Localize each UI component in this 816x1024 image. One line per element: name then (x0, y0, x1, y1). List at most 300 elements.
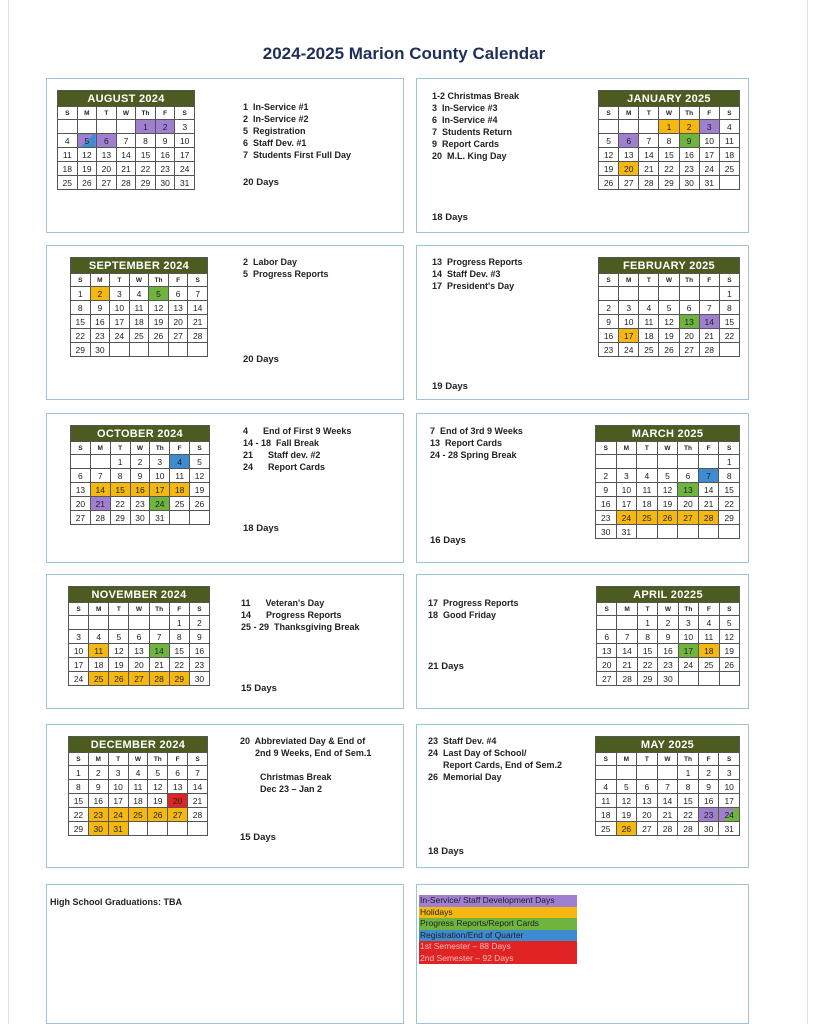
day-cell: 3 (619, 301, 639, 315)
day-cell: 7 (617, 630, 637, 644)
weekday-label: F (698, 753, 719, 766)
day-cell: 9 (679, 134, 699, 148)
weekday-label: T (639, 274, 659, 287)
day-cell: 28 (698, 511, 719, 525)
day-cell: 13 (129, 644, 149, 658)
weekday-label: M (90, 442, 110, 455)
day-cell: 28 (639, 176, 659, 190)
day-cell: 14 (90, 483, 110, 497)
day-cell (616, 766, 637, 780)
day-cell: 19 (149, 315, 169, 329)
month-header: MARCH 2025 (596, 426, 740, 442)
weekday-label: S (719, 603, 739, 616)
day-cell (58, 120, 78, 134)
day-cell: 19 (109, 658, 129, 672)
day-cell: 13 (168, 780, 188, 794)
day-cell: 27 (168, 329, 188, 343)
day-cell: 12 (599, 148, 619, 162)
weekday-label: S (69, 603, 89, 616)
calendar-october (70, 425, 210, 525)
day-cell (190, 511, 210, 525)
weekday-label: W (128, 753, 148, 766)
day-cell: 10 (150, 469, 170, 483)
day-cell: 3 (110, 287, 130, 301)
day-cell (148, 822, 168, 836)
day-cell: 6 (678, 469, 699, 483)
day-cell: 12 (190, 469, 210, 483)
day-cell (619, 120, 639, 134)
events-december: 20 Abbreviated Day & End of 2nd 9 Weeks, End of Sem.1 Christmas Break Dec 23 – Jan 2 (240, 736, 372, 794)
day-cell: 27 (679, 343, 699, 357)
day-cell: 24 (110, 329, 130, 343)
weekday-label: W (130, 442, 150, 455)
day-cell (699, 672, 719, 686)
day-cell: 12 (616, 794, 637, 808)
day-cell: 1 (71, 287, 91, 301)
day-cell: 14 (617, 644, 637, 658)
day-cell: 20 (97, 162, 117, 176)
month-header: DECEMBER 2024 (69, 737, 208, 753)
day-cell: 26 (149, 329, 169, 343)
day-cell: 29 (169, 672, 189, 686)
day-cell: 1 (719, 455, 740, 469)
weekday-label: S (190, 442, 210, 455)
day-cell: 10 (69, 644, 89, 658)
day-cell: 18 (637, 497, 658, 511)
day-cell (719, 525, 740, 539)
day-cell: 9 (130, 469, 150, 483)
day-cell (617, 616, 637, 630)
day-cell: 11 (89, 644, 109, 658)
day-cell: 11 (170, 469, 190, 483)
events-march: 7 End of 3rd 9 Weeks 13 Report Cards 24 - 28 Spring Break (430, 426, 523, 460)
day-cell: 9 (596, 483, 617, 497)
day-cell (149, 616, 169, 630)
events-may: 23 Staff Dev. #4 24 Last Day of School/ Report Cards, End of Sem.2 26 Memorial Day (428, 736, 563, 782)
weekday-label: M (89, 603, 109, 616)
day-cell: 19 (599, 162, 619, 176)
calendar-january (598, 90, 740, 190)
month-header: APRIL 20225 (597, 587, 740, 603)
day-cell: 28 (188, 329, 208, 343)
legend-item: Progress Reports/Report Cards (419, 918, 577, 930)
weekday-label: T (637, 442, 658, 455)
day-cell: 21 (149, 658, 169, 672)
day-cell: 5 (148, 766, 168, 780)
day-cell: 5 (616, 780, 637, 794)
legend-item: Holidays (419, 907, 577, 919)
day-cell: 21 (188, 315, 208, 329)
weekday-label: W (659, 274, 679, 287)
day-cell: 6 (71, 469, 91, 483)
calendar-february (598, 257, 740, 357)
events-november: 11 Veteran's Day 14 Progress Reports 25 - 29 Thanksgiving Break (241, 598, 360, 632)
day-cell: 25 (699, 658, 719, 672)
day-cell: 6 (129, 630, 149, 644)
day-cell: 18 (699, 644, 719, 658)
days-april: 21 Days (428, 661, 464, 672)
month-header: MAY 2025 (596, 737, 740, 753)
weekday-label: F (699, 274, 719, 287)
day-cell: 16 (658, 644, 678, 658)
day-cell: 21 (188, 794, 208, 808)
day-cell: 6 (168, 287, 188, 301)
day-cell (719, 343, 739, 357)
weekday-label: M (77, 107, 97, 120)
day-cell: 22 (71, 329, 91, 343)
day-cell: 28 (657, 822, 678, 836)
events-february: 13 Progress Reports 14 Staff Dev. #3 17 President's Day (432, 257, 523, 291)
days-december: 15 Days (240, 832, 276, 843)
day-cell: 12 (77, 148, 97, 162)
day-cell: 22 (136, 162, 156, 176)
weekday-label: W (129, 603, 149, 616)
weekday-label: W (657, 442, 678, 455)
day-cell: 24 (150, 497, 170, 511)
day-cell: 7 (90, 469, 110, 483)
day-cell: 14 (699, 315, 719, 329)
weekday-label: M (619, 274, 639, 287)
day-cell: 28 (188, 808, 208, 822)
day-cell: 24 (699, 162, 719, 176)
day-cell: 20 (168, 315, 188, 329)
weekday-label: T (108, 753, 128, 766)
day-cell (619, 287, 639, 301)
day-cell: 8 (71, 301, 91, 315)
month-header: FEBRUARY 2025 (599, 258, 740, 274)
day-cell: 26 (599, 176, 619, 190)
day-cell: 2 (599, 301, 619, 315)
day-cell (596, 766, 617, 780)
day-cell: 1 (719, 287, 739, 301)
day-cell: 24 (69, 672, 89, 686)
weekday-label: T (109, 603, 129, 616)
day-cell: 11 (699, 630, 719, 644)
day-cell (699, 287, 719, 301)
weekday-label: T (110, 442, 130, 455)
day-cell: 15 (659, 148, 679, 162)
weekday-label: S (188, 274, 208, 287)
day-cell: 28 (678, 822, 699, 836)
day-cell: 27 (597, 672, 617, 686)
day-cell: 9 (599, 315, 619, 329)
day-cell (719, 672, 739, 686)
day-cell: 27 (97, 176, 117, 190)
day-cell: 29 (659, 176, 679, 190)
day-cell: 14 (698, 483, 719, 497)
day-cell: 1 (637, 616, 657, 630)
day-cell: 26 (719, 658, 739, 672)
days-february: 19 Days (432, 381, 468, 392)
days-may: 18 Days (428, 846, 464, 857)
day-cell: 19 (77, 162, 97, 176)
day-cell: 22 (637, 658, 657, 672)
weekday-label: F (170, 442, 190, 455)
day-cell: 8 (169, 630, 189, 644)
day-cell (129, 343, 149, 357)
month-header: AUGUST 2024 (58, 91, 195, 107)
legend-item: In-Service/ Staff Development Days (419, 895, 577, 907)
day-cell: 20 (678, 497, 699, 511)
day-cell: 5 (109, 630, 129, 644)
day-cell (168, 343, 188, 357)
weekday-label: T (637, 603, 657, 616)
day-cell: 7 (149, 630, 169, 644)
day-cell: 10 (719, 780, 740, 794)
day-cell: 11 (719, 134, 739, 148)
day-cell (657, 766, 678, 780)
day-cell: 11 (637, 483, 658, 497)
day-cell (116, 120, 136, 134)
day-cell: 16 (88, 794, 108, 808)
day-cell: 20 (637, 808, 658, 822)
day-cell (90, 455, 110, 469)
day-cell: 1 (659, 120, 679, 134)
day-cell: 21 (657, 808, 678, 822)
day-cell: 27 (637, 822, 658, 836)
day-cell (170, 511, 190, 525)
day-cell: 3 (719, 766, 740, 780)
day-cell: 18 (639, 329, 659, 343)
weekday-label: M (616, 442, 637, 455)
day-cell: 6 (637, 780, 658, 794)
day-cell: 22 (678, 808, 699, 822)
day-cell: 9 (189, 630, 209, 644)
day-cell (97, 120, 117, 134)
day-cell: 29 (71, 343, 91, 357)
weekday-label: T (110, 274, 130, 287)
day-cell: 17 (110, 315, 130, 329)
weekday-label: S (58, 107, 78, 120)
day-cell (149, 343, 169, 357)
day-cell: 18 (719, 148, 739, 162)
day-cell: 8 (136, 134, 156, 148)
day-cell: 24 (108, 808, 128, 822)
day-cell (599, 120, 619, 134)
day-cell: 17 (619, 329, 639, 343)
day-cell (657, 525, 678, 539)
day-cell (637, 455, 658, 469)
day-cell: 26 (657, 511, 678, 525)
events-august: 1 In-Service #1 2 In-Service #2 5 Registration 6 Staff Dev. #1 7 Students First Full Day (243, 102, 352, 160)
weekday-label: W (657, 753, 678, 766)
day-cell: 31 (719, 822, 740, 836)
day-cell: 19 (719, 644, 739, 658)
day-cell: 20 (597, 658, 617, 672)
day-cell (77, 120, 97, 134)
day-cell: 10 (619, 315, 639, 329)
weekday-label: W (658, 603, 678, 616)
day-cell: 7 (116, 134, 136, 148)
day-cell: 25 (596, 822, 617, 836)
day-cell: 13 (619, 148, 639, 162)
day-cell: 30 (130, 511, 150, 525)
calendar-august (57, 90, 195, 190)
day-cell: 27 (71, 511, 91, 525)
day-cell: 13 (597, 644, 617, 658)
day-cell: 30 (679, 176, 699, 190)
day-cell: 6 (97, 134, 117, 148)
day-cell (678, 672, 698, 686)
weekday-label: S (596, 442, 617, 455)
day-cell: 10 (108, 780, 128, 794)
day-cell: 22 (719, 329, 739, 343)
day-cell: 25 (58, 176, 78, 190)
day-cell (639, 120, 659, 134)
day-cell: 31 (616, 525, 637, 539)
day-cell: 30 (88, 822, 108, 836)
weekday-label: Th (149, 603, 169, 616)
day-cell (679, 287, 699, 301)
weekday-label: M (619, 107, 639, 120)
day-cell: 8 (678, 780, 699, 794)
day-cell (698, 525, 719, 539)
day-cell: 17 (719, 794, 740, 808)
day-cell: 31 (699, 176, 719, 190)
day-cell: 19 (659, 329, 679, 343)
day-cell: 25 (719, 162, 739, 176)
day-cell: 26 (77, 176, 97, 190)
day-cell (599, 287, 619, 301)
day-cell: 19 (190, 483, 210, 497)
events-october: 4 End of First 9 Weeks 14 - 18 Fall Break 21 Staff dev. #2 24 Report Cards (243, 426, 352, 472)
days-october: 18 Days (243, 523, 279, 534)
day-cell: 25 (128, 808, 148, 822)
day-cell: 13 (168, 301, 188, 315)
day-cell (597, 616, 617, 630)
day-cell: 22 (659, 162, 679, 176)
day-cell: 10 (699, 134, 719, 148)
day-cell: 7 (699, 301, 719, 315)
day-cell: 12 (109, 644, 129, 658)
day-cell: 7 (639, 134, 659, 148)
day-cell: 29 (136, 176, 156, 190)
day-cell: 14 (188, 301, 208, 315)
day-cell: 4 (699, 616, 719, 630)
day-cell: 29 (110, 511, 130, 525)
day-cell (678, 525, 699, 539)
day-cell: 9 (88, 780, 108, 794)
day-cell: 21 (90, 497, 110, 511)
day-cell: 5 (657, 469, 678, 483)
day-cell: 23 (698, 808, 719, 822)
day-cell: 14 (116, 148, 136, 162)
calendar-november (68, 586, 210, 686)
events-september: 2 Labor Day 5 Progress Reports (243, 257, 329, 279)
weekday-label: Th (678, 442, 699, 455)
weekday-label: S (69, 753, 89, 766)
day-cell (89, 616, 109, 630)
day-cell: 18 (58, 162, 78, 176)
month-header: SEPTEMBER 2024 (71, 258, 208, 274)
month-header: OCTOBER 2024 (71, 426, 210, 442)
day-cell: 9 (658, 630, 678, 644)
day-cell (639, 287, 659, 301)
events-april: 17 Progress Reports 18 Good Friday (428, 598, 519, 620)
calendar-may (595, 736, 740, 836)
day-cell (657, 455, 678, 469)
events-january: 1-2 Christmas Break 3 In-Service #3 6 In-Service #4 7 Students Return 9 Report Cards 20 M.L. King Day (432, 91, 520, 161)
weekday-label: F (168, 274, 188, 287)
calendar-september (70, 257, 208, 357)
day-cell: 4 (128, 766, 148, 780)
day-cell: 11 (128, 780, 148, 794)
day-cell: 9 (90, 301, 110, 315)
day-cell: 8 (719, 469, 740, 483)
days-january: 18 Days (432, 212, 468, 223)
day-cell: 1 (678, 766, 699, 780)
day-cell: 25 (170, 497, 190, 511)
day-cell: 8 (637, 630, 657, 644)
day-cell: 2 (698, 766, 719, 780)
day-cell: 2 (130, 455, 150, 469)
days-september: 20 Days (243, 354, 279, 365)
weekday-label: S (599, 107, 619, 120)
day-cell: 30 (698, 822, 719, 836)
day-cell (188, 343, 208, 357)
weekday-label: F (169, 603, 189, 616)
day-cell: 19 (657, 497, 678, 511)
day-cell: 30 (90, 343, 110, 357)
days-march: 16 Days (430, 535, 466, 546)
day-cell: 10 (678, 630, 698, 644)
day-cell: 10 (110, 301, 130, 315)
weekday-label: S (188, 753, 208, 766)
day-cell: 22 (69, 808, 89, 822)
day-cell: 16 (189, 644, 209, 658)
day-cell: 17 (150, 483, 170, 497)
day-cell (596, 455, 617, 469)
day-cell: 9 (698, 780, 719, 794)
day-cell: 23 (88, 808, 108, 822)
day-cell: 1 (169, 616, 189, 630)
day-cell: 7 (188, 287, 208, 301)
month-header: JANUARY 2025 (599, 91, 740, 107)
day-cell (637, 525, 658, 539)
day-cell: 2 (155, 120, 175, 134)
day-cell: 15 (69, 794, 89, 808)
day-cell: 4 (637, 469, 658, 483)
day-cell (129, 616, 149, 630)
day-cell (71, 455, 91, 469)
weekday-label: M (617, 603, 637, 616)
day-cell: 4 (89, 630, 109, 644)
day-cell: 11 (639, 315, 659, 329)
calendar-april (596, 586, 740, 686)
day-cell: 21 (698, 497, 719, 511)
day-cell: 12 (148, 780, 168, 794)
day-cell (188, 822, 208, 836)
day-cell (678, 455, 699, 469)
weekday-label: S (189, 603, 209, 616)
day-cell: 26 (148, 808, 168, 822)
day-cell: 3 (616, 469, 637, 483)
day-cell: 16 (596, 497, 617, 511)
day-cell: 29 (637, 672, 657, 686)
day-cell: 26 (109, 672, 129, 686)
day-cell: 17 (678, 644, 698, 658)
day-cell: 19 (148, 794, 168, 808)
weekday-label: S (719, 274, 739, 287)
day-cell: 8 (110, 469, 130, 483)
weekday-label: F (699, 603, 719, 616)
day-cell: 24 (678, 658, 698, 672)
day-cell: 7 (698, 469, 719, 483)
day-cell: 1 (110, 455, 130, 469)
day-cell (616, 455, 637, 469)
day-cell: 18 (129, 315, 149, 329)
weekday-label: T (637, 753, 658, 766)
